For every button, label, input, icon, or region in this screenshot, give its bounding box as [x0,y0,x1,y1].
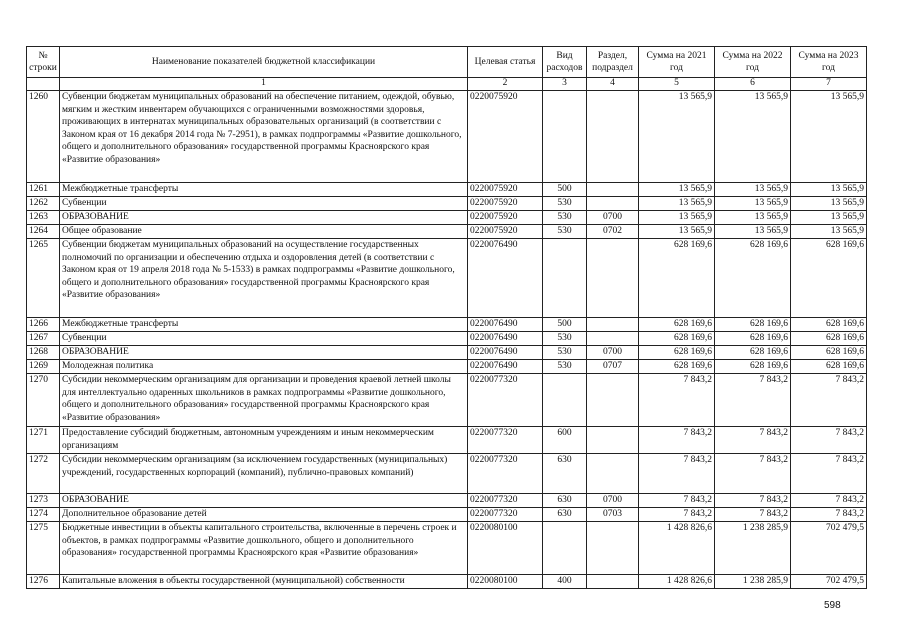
table-row [27,318,867,332]
sum-2022: 7 843,2 [715,454,791,494]
indicator-name: Субвенции [60,332,468,346]
section-code: 0703 [587,508,639,522]
sum-2022: 7 843,2 [715,374,791,427]
expense-type [543,91,587,183]
target-code: 0220077320 [468,454,543,494]
sum-2023: 628 169,6 [791,332,867,346]
target-code: 0220075920 [468,225,543,239]
header-sum-2021: Сумма на 2021 год [639,47,715,78]
table-row [27,91,867,183]
section-code [587,427,639,454]
target-code: 0220076490 [468,239,543,318]
target-code: 0220077320 [468,427,543,454]
sum-2023: 628 169,6 [791,360,867,374]
table-row [27,225,867,239]
sum-2023: 7 843,2 [791,508,867,522]
expense-type [543,374,587,427]
sum-2021: 13 565,9 [639,225,715,239]
indicator-name: ОБРАЗОВАНИЕ [60,211,468,225]
header-sum-2022: Сумма на 2022 год [715,47,791,78]
table-row [27,575,867,589]
sum-2022: 13 565,9 [715,197,791,211]
expense-type: 530 [543,197,587,211]
table-row [27,332,867,346]
sum-2023: 628 169,6 [791,239,867,318]
expense-type [543,239,587,318]
target-code: 0220076490 [468,318,543,332]
column-number-empty [27,78,60,91]
table-row [27,427,867,454]
sum-2023: 13 565,9 [791,183,867,197]
sum-2022: 628 169,6 [715,360,791,374]
budget-table [26,46,867,589]
indicator-name: ОБРАЗОВАНИЕ [60,494,468,508]
table-row [27,183,867,197]
row-number: 1269 [27,360,60,374]
expense-type: 630 [543,494,587,508]
sum-2022: 7 843,2 [715,494,791,508]
section-code [587,374,639,427]
sum-2021: 628 169,6 [639,332,715,346]
row-number: 1260 [27,91,60,183]
indicator-name: Субсидии некоммерческим организациям для организации и проведения краевой летней школы для интеллектуально одаренных школьников в рамках подпрограммы «Развитие дошкольного, общего и дополнительного образования» государственной программы Красноярского края «Развитие образования» [60,374,468,427]
column-number: 2 [468,78,543,91]
sum-2023: 13 565,9 [791,211,867,225]
target-code: 0220077320 [468,508,543,522]
target-code: 0220075920 [468,197,543,211]
expense-type: 630 [543,508,587,522]
column-number-row [27,78,867,91]
row-number: 1271 [27,427,60,454]
indicator-name: Субвенции бюджетам муниципальных образований на обеспечение питанием, одеждой, обувью, мягким и жестким инвентарем обучающихся с ограниченными возможностями здоровья, проживающих в интернатах муниципальных образовательных организаций (в соответствии с Законом края от 16 декабря 2014 года № 7-2951), в рамках подпрограммы «Развитие дошкольного, общего и дополнительного образования» государственной программы Красноярского края «Развитие образования» [60,91,468,183]
row-number: 1266 [27,318,60,332]
sum-2022: 7 843,2 [715,427,791,454]
row-number: 1261 [27,183,60,197]
row-number: 1270 [27,374,60,427]
header-row [27,47,867,78]
sum-2022: 1 238 285,9 [715,575,791,589]
header-section: Раздел, подраздел [587,47,639,78]
sum-2023: 628 169,6 [791,346,867,360]
section-code [587,239,639,318]
expense-type: 630 [543,454,587,494]
expense-type: 530 [543,360,587,374]
page-number: 598 [824,600,841,611]
sum-2022: 7 843,2 [715,508,791,522]
row-number: 1267 [27,332,60,346]
expense-type: 500 [543,183,587,197]
section-code: 0707 [587,360,639,374]
target-code: 0220080100 [468,522,543,575]
target-code: 0220076490 [468,332,543,346]
target-code: 0220075920 [468,183,543,197]
table-row [27,494,867,508]
sum-2023: 702 479,5 [791,575,867,589]
sum-2021: 1 428 826,6 [639,522,715,575]
section-code [587,318,639,332]
sum-2023: 7 843,2 [791,374,867,427]
target-code: 0220075920 [468,211,543,225]
sum-2022: 628 169,6 [715,239,791,318]
section-code: 0700 [587,346,639,360]
sum-2023: 13 565,9 [791,225,867,239]
target-code: 0220076490 [468,346,543,360]
expense-type: 530 [543,225,587,239]
sum-2021: 13 565,9 [639,211,715,225]
indicator-name: Субвенции [60,197,468,211]
section-code [587,575,639,589]
sum-2021: 628 169,6 [639,360,715,374]
sum-2022: 13 565,9 [715,91,791,183]
header-target-code: Целевая статья [468,47,543,78]
target-code: 0220077320 [468,374,543,427]
sum-2021: 7 843,2 [639,454,715,494]
sum-2023: 7 843,2 [791,494,867,508]
section-code [587,522,639,575]
table-row [27,522,867,575]
sum-2021: 7 843,2 [639,508,715,522]
indicator-name: Дополнительное образование детей [60,508,468,522]
indicator-name: Бюджетные инвестиции в объекты капитального строительства, включенные в перечень строек и объектов, в рамках подпрограммы «Развитие дошкольного, общего и дополнительного образования» государственной программы Красноярского края «Развитие образования» [60,522,468,575]
indicator-name: Межбюджетные трансферты [60,318,468,332]
sum-2021: 7 843,2 [639,494,715,508]
table-row [27,360,867,374]
sum-2022: 1 238 285,9 [715,522,791,575]
document-page [26,46,867,589]
sum-2022: 13 565,9 [715,211,791,225]
indicator-name: Межбюджетные трансферты [60,183,468,197]
indicator-name: Субсидии некоммерческим организациям (за исключением государственных (муниципальных) учреждений, государственных корпораций (компаний), публично-правовых компаний) [60,454,468,494]
sum-2021: 628 169,6 [639,318,715,332]
row-number: 1275 [27,522,60,575]
section-code [587,91,639,183]
header-row-number: № строки [27,47,60,78]
target-code: 0220076490 [468,360,543,374]
section-code [587,183,639,197]
expense-type: 400 [543,575,587,589]
row-number: 1272 [27,454,60,494]
sum-2021: 1 428 826,6 [639,575,715,589]
row-number: 1264 [27,225,60,239]
target-code: 0220077320 [468,494,543,508]
column-number: 1 [60,78,468,91]
table-row [27,197,867,211]
section-code: 0700 [587,211,639,225]
sum-2021: 7 843,2 [639,427,715,454]
row-number: 1276 [27,575,60,589]
sum-2023: 13 565,9 [791,91,867,183]
target-code: 0220075920 [468,91,543,183]
indicator-name: Капитальные вложения в объекты государственной (муниципальной) собственности [60,575,468,589]
table-row [27,211,867,225]
sum-2021: 628 169,6 [639,346,715,360]
sum-2022: 628 169,6 [715,346,791,360]
table-body [27,91,867,589]
section-code: 0700 [587,494,639,508]
row-number: 1274 [27,508,60,522]
sum-2022: 13 565,9 [715,183,791,197]
section-code [587,454,639,494]
table-row [27,508,867,522]
sum-2023: 7 843,2 [791,427,867,454]
sum-2022: 628 169,6 [715,332,791,346]
sum-2023: 7 843,2 [791,454,867,494]
column-number: 7 [791,78,867,91]
sum-2021: 13 565,9 [639,183,715,197]
sum-2022: 628 169,6 [715,318,791,332]
indicator-name: Молодежная политика [60,360,468,374]
table-row [27,454,867,494]
indicator-name: ОБРАЗОВАНИЕ [60,346,468,360]
header-name: Наименование показателей бюджетной классификации [60,47,468,78]
row-number: 1273 [27,494,60,508]
table-row [27,346,867,360]
sum-2023: 702 479,5 [791,522,867,575]
column-number: 5 [639,78,715,91]
row-number: 1265 [27,239,60,318]
table-row [27,374,867,427]
sum-2021: 13 565,9 [639,197,715,211]
expense-type: 600 [543,427,587,454]
header-sum-2023: Сумма на 2023 год [791,47,867,78]
target-code: 0220080100 [468,575,543,589]
sum-2022: 13 565,9 [715,225,791,239]
table-row [27,239,867,318]
indicator-name: Предоставление субсидий бюджетным, автономным учреждениям и иным некоммерческим организациям [60,427,468,454]
header-expense-type: Вид расходов [543,47,587,78]
row-number: 1263 [27,211,60,225]
sum-2023: 13 565,9 [791,197,867,211]
expense-type: 500 [543,318,587,332]
section-code: 0702 [587,225,639,239]
indicator-name: Субвенции бюджетам муниципальных образований на осуществление государственных полномочий по организации и обеспечению отдыха и оздоровления детей (в соответствии с Законом края от 19 апреля 2018 года № 5-1533) в рамках подпрограммы «Развитие дошкольного, общего и дополнительного образования» государственной программы Красноярского края «Развитие образования» [60,239,468,318]
row-number: 1262 [27,197,60,211]
sum-2023: 628 169,6 [791,318,867,332]
section-code [587,332,639,346]
row-number: 1268 [27,346,60,360]
indicator-name: Общее образование [60,225,468,239]
expense-type [543,522,587,575]
section-code [587,197,639,211]
expense-type: 530 [543,346,587,360]
expense-type: 530 [543,211,587,225]
column-number: 3 [543,78,587,91]
sum-2021: 13 565,9 [639,91,715,183]
sum-2021: 7 843,2 [639,374,715,427]
column-number: 6 [715,78,791,91]
expense-type: 530 [543,332,587,346]
sum-2021: 628 169,6 [639,239,715,318]
column-number: 4 [587,78,639,91]
